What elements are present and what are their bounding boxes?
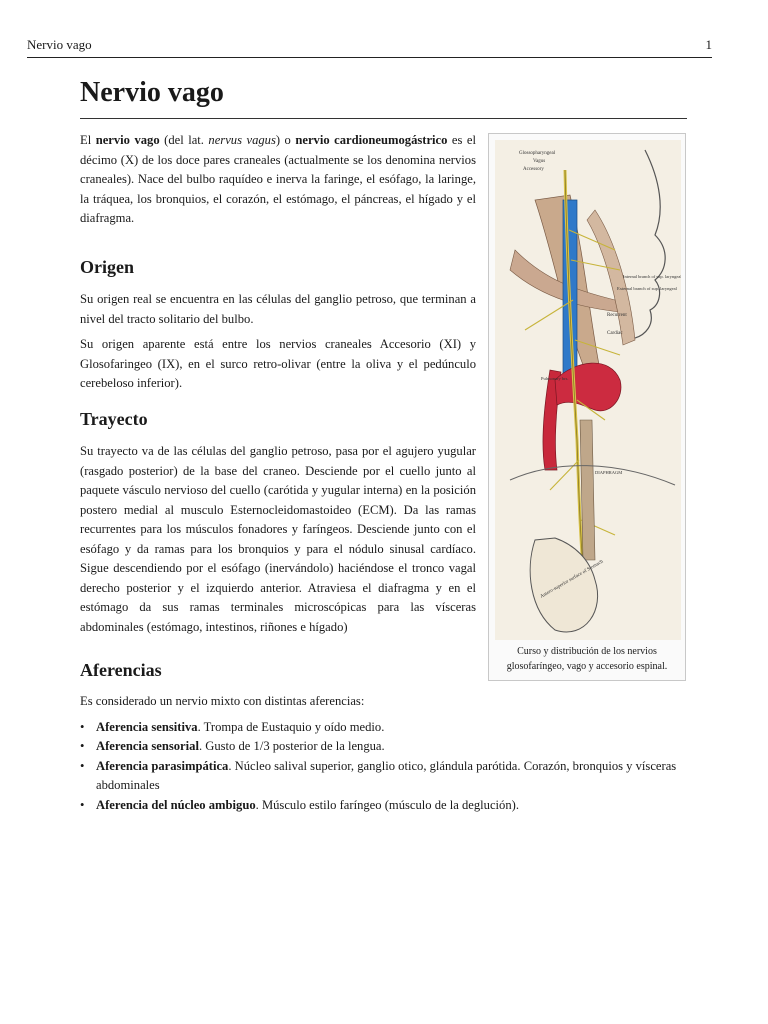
running-header-title: Nervio vago [27, 37, 92, 52]
section-aferencias [80, 658, 687, 815]
origen-paragraph-1: Su origen real se encuentra en las células del ganglio petroso, que terminan a nivel del tracto solitario del bulbo. [80, 292, 476, 326]
section-origen [80, 255, 476, 394]
label-glossopharyngeal: Glossopharyngeal [519, 151, 556, 156]
label-stomach: Antero-superior surface of Stomach [539, 559, 605, 600]
anatomy-figure [488, 133, 686, 681]
heading-trayecto: Trayecto [80, 409, 148, 429]
label-diaphragm: DIAPHRAGM [595, 470, 623, 475]
latin-term: nervus vagus [208, 133, 276, 147]
label-pulmonary: Pulmonary brs. [541, 376, 569, 381]
label-cardiac: Cardiac [607, 331, 623, 336]
figure-caption: Curso y distribución de los nervios glosofaríngeo, vago y accesorio espinal. [506, 646, 668, 672]
intro-section [80, 131, 476, 229]
trayecto-paragraph: Su trayecto va de las células del ganglio petroso, pasa por el agujero yugular (rasgado posterior) de la base del craneo. Desciende por el cuello junto al paquete vásculo nervioso del cuello (carótida y yugular interna) en la posición postero medial al musculo Esternocleidomastoideo (ECM). Da las ramas recurrentes para los músculos fonadores y faríngeos. Desciende junto con el esófago y da ramas para los bronquios y para el nódulo sinusal cardíaco. Sigue descendiendo por el esófago (inervándolo) haciéndose el tronco vagal derecho posterior y el izquierdo anterior. Atraviesa el diafragma y en el estómago da sus ramas terminales microscópicas para las vísceras abdominales (estómago, intestinos, riñones e hígado) [80, 444, 476, 634]
intro-paragraph: El nervio vago (del lat. nervus vagus) o nervio cardioneumogástrico es el décimo (X) de los doce pares craneales (actualmente se los denomina nervios craneales). Nace del bulbo raquídeo e inerva la faringe, el esófago, la laringe, la tráquea, los bronquios, el corazón, el estómago, el páncreas, el hígado y el diafragma. [80, 133, 476, 225]
list-item: • Aferencia parasimpática. Núcleo salival superior, ganglio otico, glándula parótida. Corazón, bronquios y vísceras abdominales [80, 757, 687, 796]
vagus-nerve-drawing [495, 140, 681, 640]
label-recurrent: Recurrent [607, 313, 627, 318]
label-accessory: Accessory [523, 167, 544, 172]
article-body [80, 75, 687, 812]
section-trayecto [80, 407, 476, 637]
article-title: Nervio vago [80, 75, 687, 119]
origen-paragraph-2: Su origen aparente está entre los nervios craneales Accesorio (XI) y Glosofaringeo (IX), en el surco retro-olivar (entre la oliva y el pedúnculo cerebeloso inferior). [80, 337, 476, 390]
running-header [27, 37, 712, 58]
list-item: • Aferencia del núcleo ambiguo. Músculo estilo faríngeo (músculo de la deglución). [80, 796, 687, 816]
page-number: 1 [705, 37, 712, 52]
term-nervio-vago: nervio vago [95, 133, 160, 147]
aferencias-intro: Es considerado un nervio mixto con distintas aferencias: [80, 694, 365, 708]
label-vagus: Vagus [533, 159, 546, 164]
list-item: • Aferencia sensorial. Gusto de 1/3 posterior de la lengua. [80, 737, 687, 757]
heading-aferencias: Aferencias [80, 660, 162, 680]
vagus-nerve-illustration [495, 140, 681, 640]
term-cardioneumogastrico: nervio cardioneumogástrico [295, 133, 448, 147]
heading-origen: Origen [80, 257, 134, 277]
aferencias-list [80, 718, 687, 816]
list-item: • Aferencia sensitiva. Trompa de Eustaquio y oído medio. [80, 718, 687, 738]
label-internal-branch: Internal branch of sup. laryngeal [623, 274, 681, 279]
label-external-branch: External branch of sup. laryngeal [617, 286, 677, 291]
